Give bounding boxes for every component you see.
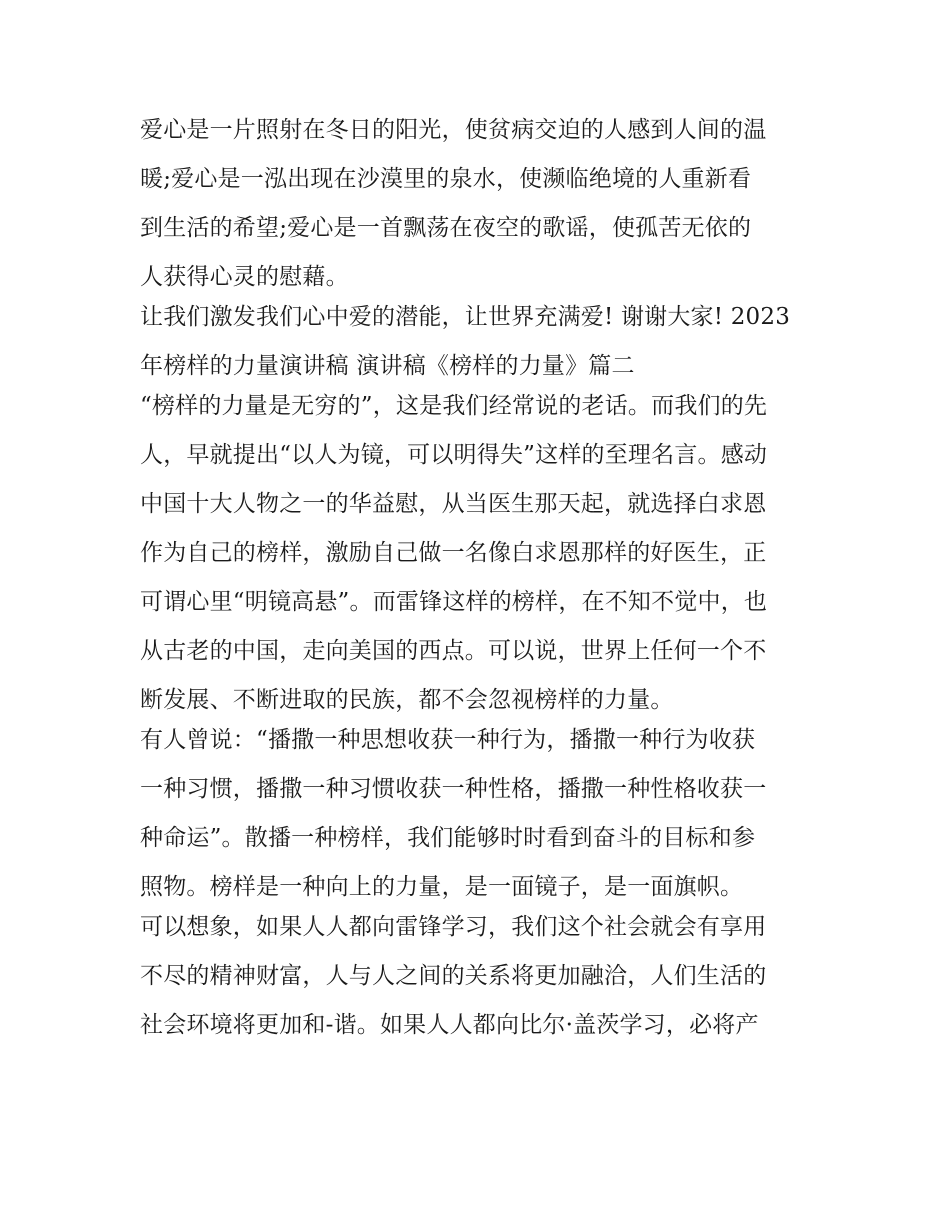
text-line: 社会环境将更加和-谐。如果人人都向比尔·盖茨学习，必将产: [140, 1012, 759, 1038]
text-line: 可谓心里“明镜高悬”。而雷锋这样的榜样，在不知不觉中，也: [140, 589, 768, 615]
text-line: 让我们激发我们心中爱的潜能，让世界充满爱! 谢谢大家! 2023: [140, 304, 791, 330]
text-line: 年榜样的力量演讲稿 演讲稿《榜样的力量》篇二: [140, 353, 635, 379]
text-line: “榜样的力量是无穷的”，这是我们经常说的老话。而我们的先: [140, 393, 768, 419]
text-line: 种命运”。散播一种榜样，我们能够时时看到奋斗的目标和参: [140, 825, 756, 851]
text-line: 爱心是一片照射在冬日的阳光，使贫病交迫的人感到人间的温: [140, 117, 767, 143]
text-line: 中国十大人物之一的华益慰，从当医生那天起，就选择白求恩: [140, 491, 767, 517]
text-line: 断发展、不断进取的民族，都不会忽视榜样的力量。: [140, 687, 674, 713]
text-line: 到生活的希望;爱心是一首飘荡在夜空的歌谣，使孤苦无依的: [140, 215, 752, 241]
text-line: 一种习惯，播撒一种习惯收获一种性格，播撒一种性格收获一: [140, 776, 767, 802]
text-line: 有人曾说：“播撒一种思想收获一种行为，播撒一种行为收获: [140, 727, 756, 753]
text-line: 照物。榜样是一种向上的力量，是一面镜子，是一面旗帜。: [140, 874, 744, 900]
text-line: 从古老的中国，走向美国的西点。可以说，世界上任何一个不: [140, 638, 767, 664]
text-line: 不尽的精神财富，人与人之间的关系将更加融洽，人们生活的: [140, 963, 767, 989]
text-line: 人获得心灵的慰藉。: [140, 264, 349, 290]
text-line: 人，早就提出“以人为镜，可以明得失”这样的至理名言。感动: [140, 442, 768, 468]
document-body: [140, 108, 820, 1052]
text-line: 暖;爱心是一泓出现在沙漠里的泉水，使濒临绝境的人重新看: [140, 166, 752, 192]
text-line: 作为自己的榜样，激励自己做一名像白求恩那样的好医生，正: [140, 540, 767, 566]
text-line: 可以想象，如果人人都向雷锋学习，我们这个社会就会有享用: [140, 914, 767, 940]
